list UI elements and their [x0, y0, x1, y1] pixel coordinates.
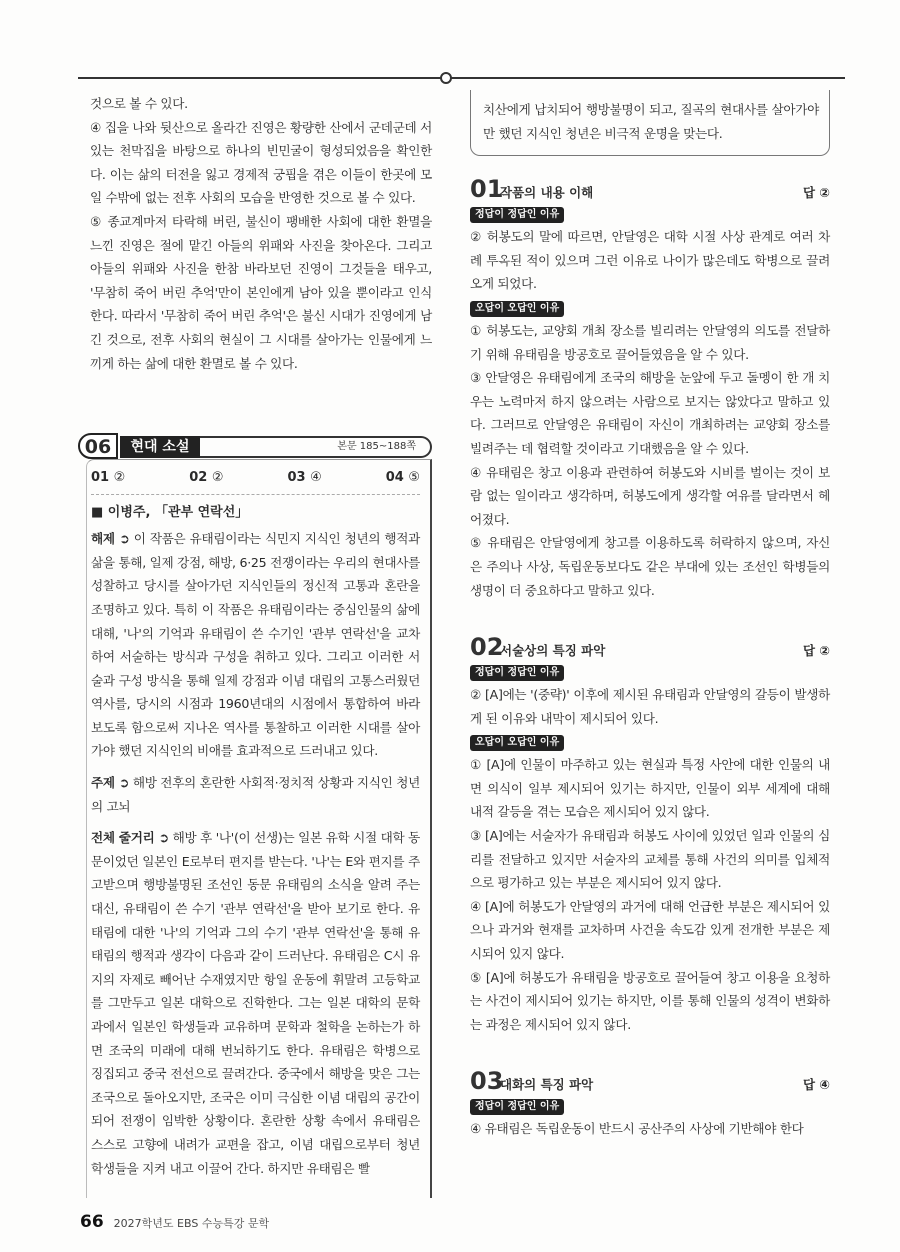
wrong-reason: ⑤ 유태림은 안달영에게 창고를 이용하도록 허락하지 않으며, 자신은 주의나 사상, 독립운동보다도 같은 부대에 있는 조선인 학병들의 생명이 더 중요하다고 말하고 있다.	[470, 535, 830, 598]
section-number: 06	[78, 433, 118, 459]
section-label: 현대 소설	[120, 436, 200, 458]
correct-reason-badge: 정답이 정답인 이유	[470, 1099, 564, 1115]
correct-reason-badge: 정답이 정답인 이유	[470, 207, 564, 223]
plot-paragraph: 전체 줄거리 ➲ 해방 후 '나'(이 선생)는 일본 유학 시절 대학 동문이었던 일본인 E로부터 편지를 받는다. '나'는 E와 편지를 주고받으며 행방불명된 조선인 동문 유태림의 소식을 알려 주는 대신, 유태림이 쓴 수기 '관부 연락선'을 받아 보기로 한다. 유태림에 대한 '나'의 기억과 그의 수기 '관부 연락선'을 통해 유태림의 행적과 생각이 다음과 같이 드러난다. 유태림은 C시 유지의 자제로 빼어난 수재였지만 항일 운동에 휘말려 고등학교를 그만두고 일본 대학으로 진학한다. 그는 일본 대학의 문학과에서 일본인 학생들과 교유하며 문학과 철학을 논하는가 하면 조국의 미래에 대해 번뇌하기도 한다. 유태림은 학병으로 징집되고 중국 전선으로 끌려간다. 중국에서 해방을 맞은 그는 조국으로 돌아오지만, 조국은 이미 극심한 이념 대립의 공간이 되어 전쟁이 임박한 상황이다. 혼란한 상황 속에서 유태림은 스스로 고향에 내려가 교편을 잡고, 이념 대립으로부터 청년 학생들을 지켜 내고 이끌어 간다. 하지만 유태림은 빨	[91, 830, 420, 1176]
dashed-divider	[91, 494, 420, 495]
paragraph: 것으로 볼 수 있다.	[90, 96, 188, 111]
summary-paragraph: 해제 ➲ 이 작품은 유태림이라는 식민지 지식인 청년의 행적과 삶을 통해, 일제 강점, 해방, 6·25 전쟁이라는 우리의 현대사를 성찰하고 당시를 살아가던 지식인들의 정신적 고통과 혼란을 조명하고 있다. 특히 이 작품은 유태림이라는 중심인물의 삶에 대해, '나'의 기억과 유태림이 쓴 수기인 '관부 연락선'을 교차하여 서술하는 방식과 구성을 취하고 있다. 그리고 이러한 서술과 구성 방식을 통해 일제 강점과 이념 대립의 고통스러웠던 역사를, 당시의 시점과 1960년대의 시점에서 통합하여 바라보도록 함으로써 지나온 역사를 통찰하고 이러한 시대를 살아가야 했던 지식인의 비애를 효과적으로 드러내고 있다.	[91, 531, 420, 759]
continued-plot-box	[470, 90, 830, 156]
question-answer: 답 ②	[802, 643, 830, 659]
correct-reason: ② 허봉도의 말에 따르면, 안달영은 대학 시절 사상 관계로 여러 차례 투옥된 적이 있으며 그런 이유로 나이가 많은데도 학병으로 끌려오게 되었다.	[470, 229, 830, 292]
answer-item: 01 ②	[91, 470, 126, 486]
wrong-reason: ④ 유태림은 창고 이용과 관련하여 허봉도와 시비를 벌이는 것이 보람 없는 일이라고 생각하며, 허봉도에게 생각할 여유를 달라면서 헤어졌다.	[470, 464, 830, 527]
question-number: 01	[470, 175, 504, 204]
wrong-reason: ① 허봉도는, 교양회 개최 장소를 빌리려는 안달영의 의도를 전달하기 위해 유태림을 방공호로 끌어들였음을 알 수 있다.	[470, 322, 830, 362]
right-column	[470, 90, 830, 1141]
question-number: 03	[470, 1067, 504, 1096]
left-column	[78, 92, 432, 1198]
question-explanations	[470, 176, 830, 1141]
theme-paragraph: 주제 ➲ 해방 전후의 혼란한 사회적·정치적 상황과 지식인 청년의 고뇌	[91, 775, 420, 814]
wrong-reason: ⑤ [A]에 허봉도가 유태림을 방공호로 끌어들여 창고 이용을 요청하는 사건이 제시되어 있기는 하지만, 이를 통해 인물의 성격이 변화하는 과정은 제시되어 있지 않다.	[470, 969, 830, 1032]
answer-item: 04 ⑤	[385, 470, 420, 486]
correct-reason: ② [A]에는 '(중략)' 이후에 제시된 유태림과 안달영의 갈등이 발생하게 된 이유와 내막이 제시되어 있다.	[470, 687, 830, 726]
wrong-reason-badge: 오답이 오답인 이유	[470, 735, 564, 751]
question-title: 작품의 내용 이해	[500, 185, 594, 201]
section-box	[86, 459, 432, 1198]
paragraph: ④ 집을 나와 뒷산으로 올라간 진영은 황량한 산에서 군데군데 서 있는 천막집을 바탕으로 하나의 빈민굴이 형성되었음을 확인한다. 이는 삶의 터전을 잃고 경제적 궁핍을 겪은 이들이 한곳에 모일 수밖에 없는 전후 사회의 모습을 반영한 것으로 볼 수 있다.	[90, 119, 432, 206]
wrong-reason: ③ [A]에는 서술자가 유태림과 허봉도 사이에 있었던 일과 인물의 심리를 전달하고 있지만 서술자의 교체를 통해 사건의 의미를 입체적으로 평가하고 있는 부분은 제시되어 있지 않다.	[470, 828, 830, 891]
wrong-reason: ③ 안달영은 유태림에게 조국의 해방을 눈앞에 두고 돌멩이 한 개 치우는 노력마저 하지 않으려는 사람으로 보지는 않았다고 말하고 있다. 그러므로 안달영은 유태림이 자신이 개최하려는 교양회 장소를 빌려주는 데 협력할 것이라고 기대했음을 알 수 있다.	[470, 370, 830, 456]
section-range: 본문 185~188쪽	[337, 441, 416, 453]
answer-item: 03 ④	[287, 470, 322, 486]
question-header	[470, 176, 830, 202]
page-number: 66	[80, 1212, 104, 1232]
continued-plot-text: 치산에게 납치되어 행방불명이 되고, 질곡의 현대사를 살아가야만 했던 지식인 청년은 비극적 운명을 맞는다.	[483, 102, 819, 141]
page-footer	[80, 1212, 269, 1234]
answer-key	[91, 468, 420, 488]
question-explanation-02	[470, 634, 830, 1036]
header-rule-dot	[440, 72, 452, 84]
book-title: 2027학년도 EBS 수능특강 문학	[113, 1217, 270, 1230]
correct-reason: ④ 유태림은 독립운동이 반드시 공산주의 사상에 기반해야 한다	[470, 1121, 804, 1137]
question-number: 02	[470, 633, 504, 662]
question-answer: 답 ②	[802, 185, 830, 201]
work-title: ■ 이병주, 「관부 연락선」	[91, 505, 249, 521]
section-range-bar	[200, 436, 432, 458]
paragraph: ⑤ 종교계마저 타락해 버린, 불신이 팽배한 사회에 대한 환멸을 느낀 진영은 절에 맡긴 아들의 위패와 사진을 찾아온다. 그리고 아들의 위패와 사진을 한참 바라보던 진영이 그것들을 태우고, '무참히 죽어 버린 추억'만이 본인에게 남아 있을 뿐이라고 인식한다. 따라서 '무참히 죽어 버린 추억'은 불신 시대가 진영에게 남긴 것으로, 전후 사회의 현실이 그 시대를 살아가는 인물에게 느끼게 하는 삶에 대한 환멸로 볼 수 있다.	[90, 213, 432, 371]
question-answer: 답 ④	[802, 1077, 830, 1093]
header-rule	[78, 77, 845, 79]
section-header	[78, 433, 432, 459]
correct-reason-badge: 정답이 정답인 이유	[470, 665, 564, 681]
question-header	[470, 1068, 830, 1094]
question-title: 서술상의 특징 파악	[500, 643, 606, 659]
wrong-reason: ④ [A]에 허봉도가 안달영의 과거에 대해 언급한 부분은 제시되어 있으나 과거와 현재를 교차하며 사건을 속도감 있게 전개한 부분은 제시되어 있지 않다.	[470, 898, 830, 962]
question-title: 대화의 특징 파악	[500, 1077, 594, 1093]
question-explanation-03	[470, 1068, 830, 1141]
wrong-reason-badge: 오답이 오답인 이유	[470, 301, 564, 317]
work-summary	[91, 527, 420, 1180]
previous-explanation	[78, 92, 432, 375]
question-explanation-01	[470, 176, 830, 602]
answer-item: 02 ②	[189, 470, 224, 486]
wrong-reason: ① [A]에 인물이 마주하고 있는 현실과 특정 사안에 대한 인물의 내면 의식이 일부 제시되어 있기는 하지만, 인물이 외부 세계에 대해 내적 갈등을 겪는 모습은 제시되어 있지 않다.	[470, 757, 830, 820]
question-header	[470, 634, 830, 660]
